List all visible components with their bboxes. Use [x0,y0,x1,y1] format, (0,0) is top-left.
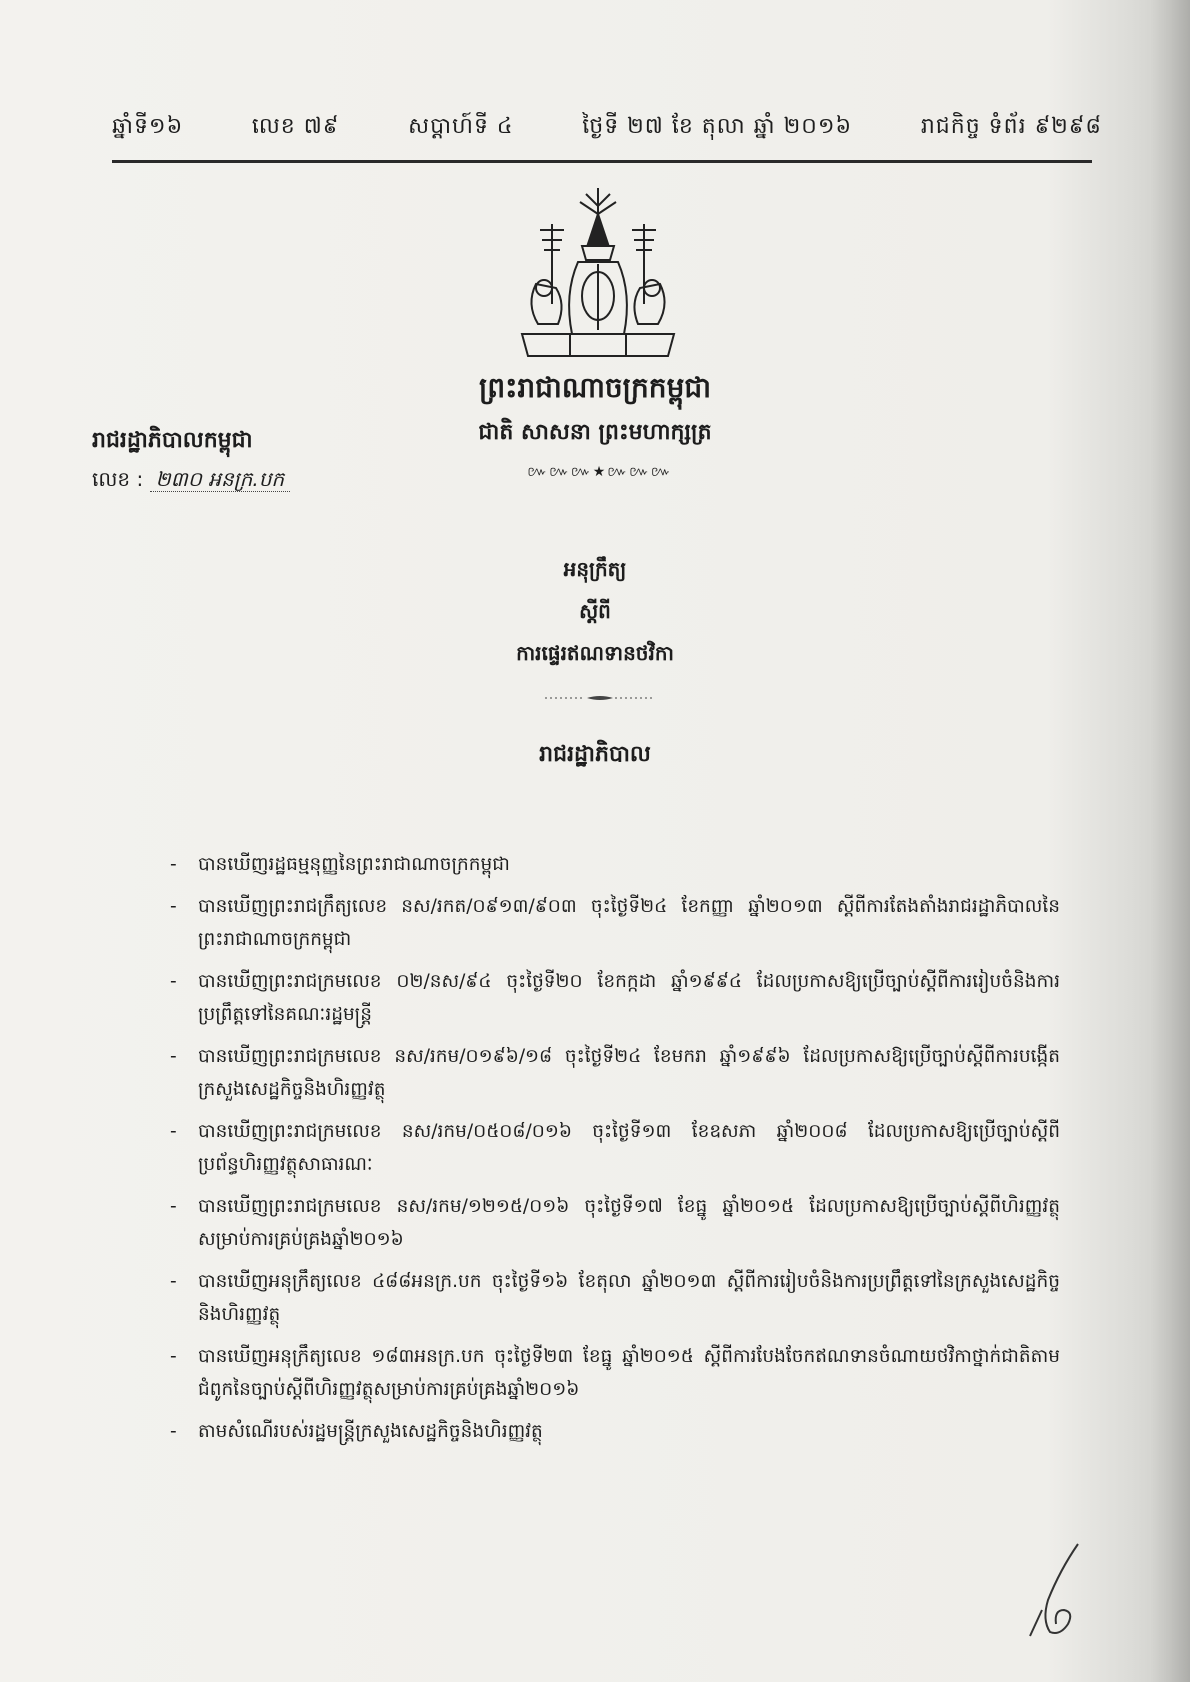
document-number-value: ២៣០ អនក្រ.បក [150,467,291,492]
list-marker: - [170,1046,177,1067]
list-marker: - [170,854,177,875]
royal-coat-of-arms-icon [508,184,688,364]
document-number [92,466,290,496]
header-issue: លេខ ៧៩ [251,114,340,139]
kingdom-title: ព្រះរាជាណាចក្រកម្ពុជា [478,371,711,404]
national-motto: ជាតិ សាសនា ព្រះមហាក្សត្រ [478,420,712,445]
section-divider [545,694,655,702]
list-item [170,1340,1060,1406]
list-marker: - [170,896,177,917]
document-about: ស្តីពី [579,599,611,623]
list-item [170,965,1060,1031]
list-item [170,848,1060,881]
list-item-text: បានឃើញអនុក្រឹត្យលេខ ១៨៣អនក្រ.បក ចុះថ្ងៃទី២៣ ខែធ្នូ ឆ្នាំ២០១៥ ស្តីពីការបែងចែកឥណទានចំណាយថវិកាថ្នាក់ជាតិតាមជំពូកនៃច្បាប់ស្តីពីហិរញ្ញវត្ថុសម្រាប់ការគ្រប់គ្រងឆ្នាំ២០១៦ [198,1346,1060,1400]
list-item [170,1415,1060,1448]
list-item [170,1265,1060,1331]
list-item [170,890,1060,956]
list-item-text: បានឃើញរដ្ឋធម្មនុញ្ញនៃព្រះរាជាណាចក្រកម្ពុជា [198,854,510,875]
document-type: អនុក្រឹត្យ [563,557,627,581]
issuing-authority: រាជរដ្ឋាភិបាលកម្ពុជា [92,428,253,453]
list-item-text: បានឃើញព្រះរាជក្រមលេខ ០២/នស/៩៤ ចុះថ្ងៃទី២០ ខែកក្កដា ឆ្នាំ១៩៩៤ ដែលប្រកាសឱ្យប្រើច្បាប់ស្តីពីការរៀបចំនិងការប្រព្រឹត្តទៅនៃគណៈរដ្ឋមន្ត្រី [198,971,1060,1025]
handwritten-initial-icon [1020,1540,1090,1640]
list-item-text: តាមសំណើរបស់រដ្ឋមន្ត្រីក្រសួងសេដ្ឋកិច្ចនិងហិរញ្ញវត្ថុ [198,1421,543,1442]
document-number-label: លេខ : [92,467,144,491]
list-item-text: បានឃើញព្រះរាជក្រមលេខ នស/រកម/០១៩៦/១៨ ចុះថ្ងៃទី២៤ ខែមករា ឆ្នាំ១៩៩៦ ដែលប្រកាសឱ្យប្រើច្បាប់ស្តីពីការបង្កើតក្រសួងសេដ្ឋកិច្ចនិងហិរញ្ញវត្ថុ [198,1046,1060,1100]
considerations-list [170,848,1060,1457]
list-marker: - [170,1421,177,1442]
government-heading: រាជរដ្ឋាភិបាល [539,742,651,767]
list-marker: - [170,1271,177,1292]
header-week: សប្តាហ៍ទី ៤ [408,114,514,139]
list-item [170,1190,1060,1256]
title-ornament: ៚៚៚★៚៚៚ [527,464,673,480]
list-marker: - [170,1196,177,1217]
header-gazette-page: រាជកិច្ច ទំព័រ ៩២៩៨ [920,114,1102,139]
header-date: ថ្ងៃទី ២៧ ខែ តុលា ឆ្នាំ ២០១៦ [582,114,853,139]
document-subject: ការផ្ទេរឥណទានថវិកា [516,641,674,665]
header-rule [112,160,1092,163]
header-year: ឆ្នាំទី១៦ [112,114,184,139]
list-item [170,1115,1060,1181]
list-marker: - [170,1346,177,1367]
list-item-text: បានឃើញព្រះរាជក្រមលេខ នស/រកម/០៥០៨/០១៦ ចុះថ្ងៃទី១៣ ខែឧសភា ឆ្នាំ២០០៨ ដែលប្រកាសឱ្យប្រើច្បាប់ស្តីពីប្រព័ន្ធហិរញ្ញវត្ថុសាធារណៈ [198,1121,1060,1175]
list-item-text: បានឃើញព្រះរាជក្រមលេខ នស/រកម/១២១៥/០១៦ ចុះថ្ងៃទី១៧ ខែធ្នូ ឆ្នាំ២០១៥ ដែលប្រកាសឱ្យប្រើច្បាប់ស្តីពីហិរញ្ញវត្ថុសម្រាប់ការគ្រប់គ្រងឆ្នាំ២០១៦ [198,1196,1060,1250]
list-marker: - [170,971,177,992]
gazette-header [112,112,1102,144]
page-edge-shadow [1150,0,1190,1682]
list-item-text: បានឃើញព្រះរាជក្រឹត្យលេខ នស/រកត/០៩១៣/៩០៣ ចុះថ្ងៃទី២៤ ខែកញ្ញា ឆ្នាំ២០១៣ ស្តីពីការតែងតាំងរាជរដ្ឋាភិបាលនៃព្រះរាជាណាចក្រកម្ពុជា [198,896,1060,950]
list-item-text: បានឃើញអនុក្រឹត្យលេខ ៤៨៨អនក្រ.បក ចុះថ្ងៃទី១៦ ខែតុលា ឆ្នាំ២០១៣ ស្តីពីការរៀបចំនិងការប្រព្រឹត្តទៅនៃក្រសួងសេដ្ឋកិច្ចនិងហិរញ្ញវត្ថុ [198,1271,1060,1325]
list-item [170,1040,1060,1106]
list-marker: - [170,1121,177,1142]
